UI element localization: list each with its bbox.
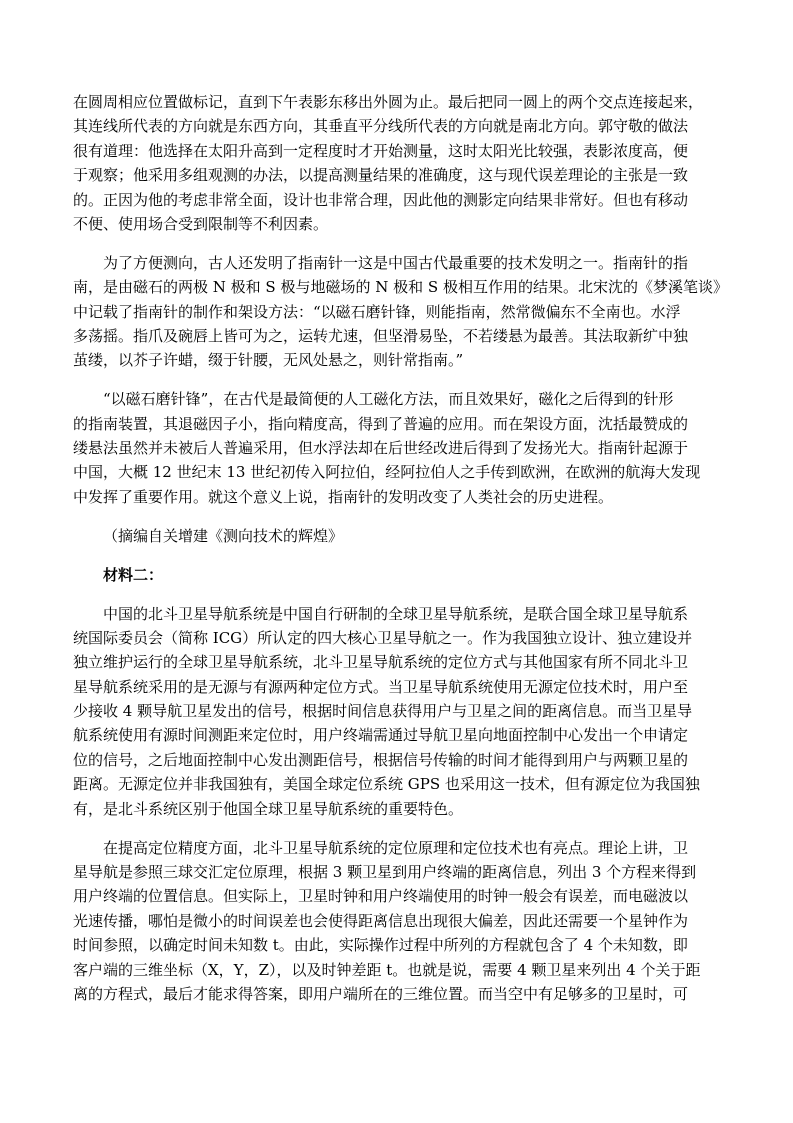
document-page — [73, 90, 728, 1021]
source-citation — [73, 524, 721, 548]
text-line: 在提高定位精度方面，北斗卫星导航系统的定位原理和定位技术也有亮点。理论上讲，卫 — [103, 838, 689, 857]
text-line: 离的方程式，最后才能求得答案，即用户端所在的三维位置。而当空中有足够多的卫星时，可 — [73, 984, 689, 1003]
text-line: 的。正因为他的考虑非常全面，设计也非常合理，因此他的测影定向结果非常好。但也有移动 — [73, 190, 689, 209]
text-line: 统国际委员会（简称 ICG）所认定的四大核心卫星导航之一。作为我国独立设计、独立建设并 — [73, 628, 693, 647]
text-line: 有，是北斗系统区别于他国全球卫星导航系统的重要特色。 — [73, 799, 464, 818]
text-line: 距离。无源定位并非我国独有，美国全球定位系统 GPS 也采用这一技术，但有源定位为我国独 — [73, 775, 700, 794]
text-line: 时间参照，以确定时间未知数 t。由此，实际操作过程中所列的方程就包含了 4 个未知数，即 — [73, 936, 688, 955]
text-line: 为了方便测向，古人还发明了指南针一这是中国古代最重要的技术发明之一。指南针的指 — [103, 253, 689, 272]
section-heading — [73, 563, 721, 587]
text-line: 南，是由磁石的两极 N 极和 S 极与地磁场的 N 极和 S 极相互作用的结果。北宋沈的《梦溪笔谈》 — [73, 278, 728, 297]
text-line: 独立维护运行的全球卫星导航系统，北斗卫星导航系统的定位方式与其他国家有所不同北斗卫 — [73, 653, 689, 672]
paragraph — [73, 90, 721, 236]
text-line: 星导航系统采用的是无源与有源两种定位方式。当卫星导航系统使用无源定位技术时，用户至 — [73, 677, 689, 696]
text-line: 中国的北斗卫星导航系统是中国自行研制的全球卫星导航系统，是联合国全球卫星导航系 — [103, 604, 689, 623]
text-line: 中发挥了重要作用。就这个意义上说，指南针的发明改变了人类社会的历史进程。 — [73, 487, 614, 506]
text-line: 多荡摇。指爪及碗唇上皆可为之，运转尤速，但坚滑易坠，不若缕悬为最善。其法取新纩中独 — [73, 327, 689, 346]
paragraph — [73, 602, 721, 822]
text-line: 用户终端的位置信息。但实际上，卫星时钟和用户终端使用的时钟一般会有误差，而电磁波以 — [73, 887, 689, 906]
text-line: 其连线所代表的方向就是东西方向，其垂直平分线所代表的方向就是南北方向。郭守敬的做法 — [73, 117, 689, 136]
paragraph — [73, 836, 721, 1007]
text-line: 中记载了指南针的制作和架设方法：“以磁石磨针锋，则能指南，然常微偏东不全南也。水浮 — [73, 302, 681, 321]
text-line: 光速传播，哪怕是微小的时间误差也会使得距离信息出现很大偏差，因此还需要一个星钟作为 — [73, 911, 689, 930]
text-line: 材料二： — [103, 565, 164, 584]
text-line: 的指南装置，其退磁因子小，指向精度高，得到了普遍的应用。而在架设方面，沈括最赞成的 — [73, 414, 689, 433]
text-line: 少接收 4 颗导航卫星发出的信号，根据时间信息获得用户与卫星之间的距离信息。而当卫星导 — [73, 702, 693, 721]
text-line: 茧缕，以芥子许蜡，缀于针腰，无风处悬之，则针常指南。” — [73, 351, 464, 370]
text-line: 位的信号，之后地面控制中心发出测距信号，根据信号传输的时间才能得到用户与两颗卫星的 — [73, 750, 689, 769]
text-line: 客户端的三维坐标（X，Y，Z），以及时钟差距 t。也就是说，需要 4 颗卫星来列出 4 个关于距 — [73, 960, 701, 979]
text-line: 缕悬法虽然并未被后人普遍采用，但水浮法却在后世经改进后得到了发扬光大。指南针起源于 — [73, 439, 689, 458]
text-line: 航系统使用有源时间测距来定位时，用户终端需通过导航卫星向地面控制中心发出一个申请定 — [73, 726, 689, 745]
text-line: 星导航是参照三球交汇定位原理，根据 3 颗卫星到用户终端的距离信息，列出 3 个方程来得到 — [73, 862, 697, 881]
text-line: 在圆周相应位置做标记，直到下午表影东移出外圆为止。最后把同一圆上的两个交点连接起来， — [73, 93, 704, 111]
paragraph — [73, 251, 728, 373]
text-line: 中国，大概 12 世纪末 13 世纪初传入阿拉伯，经阿拉伯人之手传到欧洲，在欧洲的航海大发现 — [73, 463, 701, 482]
text-line: “以磁石磨针锋”，在古代是最简便的人工磁化方法，而且效果好，磁化之后得到的针形 — [103, 390, 674, 409]
text-line: （摘编自关增建《测向技术的辉煌》 — [103, 526, 344, 545]
paragraph — [73, 387, 721, 509]
text-line: 很有道理：他选择在太阳升高到一定程度时才开始测量，这时太阳光比较强，表影浓度高，便 — [73, 141, 689, 160]
text-line: 于观察；他采用多组观测的办法，以提高测量结果的准确度，这与现代误差理论的主张是一致 — [73, 166, 689, 185]
text-line: 不便、使用场合受到限制等不利因素。 — [73, 214, 329, 233]
